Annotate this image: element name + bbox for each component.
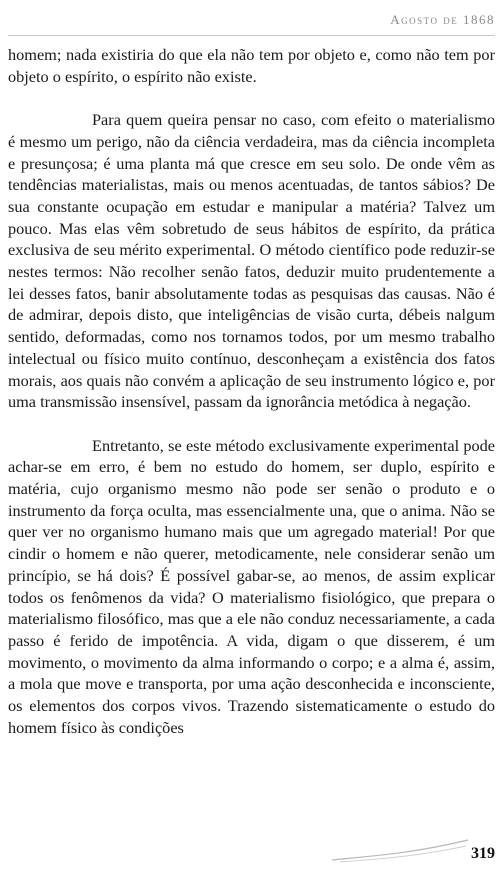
paragraph-continuation: homem; nada existiria do que ela não tem por objeto e, como não tem por objeto o espírito, o espírito não existe. xyxy=(8,45,495,86)
header-rule xyxy=(8,35,495,36)
paragraph: Para quem queira pensar no caso, com efeito o materialismo é mesmo um perigo, não da ciência verdadeira, mas da ciência incompleta e presunçosa; é uma planta má que cresce em seu solo. De onde vêm as tendências materialistas, mais ou menos acentuadas, de tantos sábios? De sua constante ocupação em estudar e manipular a matéria? Talvez um pouco. Mas elas vêm sobretudo de seus hábitos de espírito, da prática exclusiva de seu mérito experimental. O método científico pode reduzir-se nestes termos: Não recolher senão fatos, deduzir muito prudentemente a lei desses fatos, banir absolutamente todas as pesquisas das causas. Não é de admirar, depois disto, que inteligências de visão curta, débeis nalgum sentido, deformadas, como nos tornamos todos, por um mesmo trabalho intelectual ou físico muito contínuo, desconheçam a existência dos fatos morais, aos quais não convém a aplicação de seu instrumento lógico e, por uma transmissão insensível, passam da ignorância metódica à negação. xyxy=(8,110,495,412)
paragraph: Entretanto, se este método exclusivamente experimental pode achar-se em erro, é bem no estudo do homem, ser duplo, espírito e matéria, cujo organismo mesmo não pode ser senão o produto e o instrumento da força oculta, mas essencialmente una, que o anima. Não se quer ver no organismo humano mais que um agregado material! Por que cindir o homem e não querer, metodicamente, nele considerar senão um princípio, se há dois? É possível gabar-se, ao menos, de assim explicar todos os fenômenos da vida? O materialismo fisiológico, que prepara o materialismo filosófico, mas que a ele não conduz necessariamente, a cada passo é ferido de impotência. A vida, digam o que disserem, é um movimento, o movimento da alma informando o corpo; e a alma é, assim, a mola que move e transporta, por uma ação desconhecida e inconsciente, os elementos dos corpos vivos. Trazendo sistematicamente o estudo do homem físico às condições xyxy=(8,435,495,737)
running-header: Agosto de 1868 xyxy=(390,12,495,27)
footer-ornament xyxy=(330,834,470,864)
body-text xyxy=(8,44,495,738)
page-number: 319 xyxy=(471,845,495,862)
